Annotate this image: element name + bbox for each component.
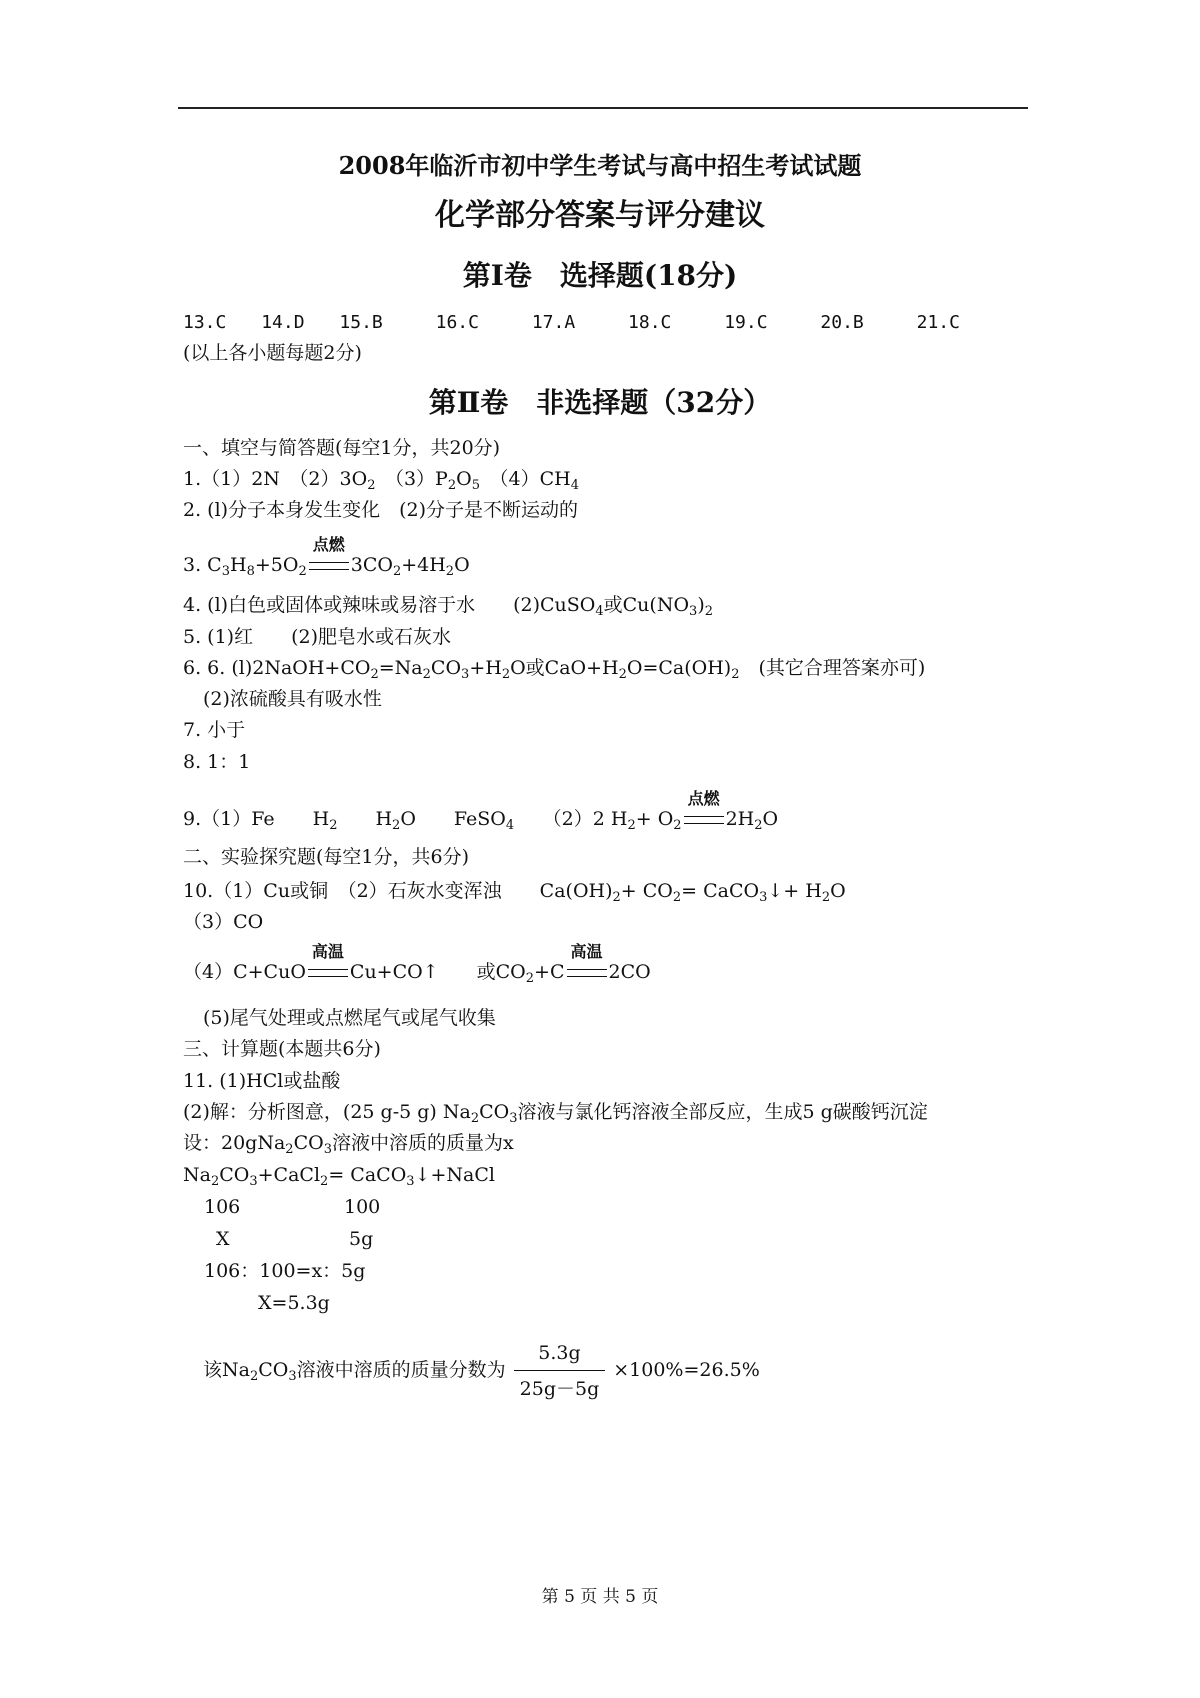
answer-q5: 5. (1)红 (2)肥皂水或石灰水: [183, 626, 451, 648]
reaction-condition: 高温: [567, 960, 607, 984]
part1-note: (以上各小题每题2分): [183, 342, 362, 364]
proportion: 106：100=x：5g: [204, 1260, 366, 1282]
molar-mass-a: 106: [204, 1196, 241, 1218]
answer-q10: 10.（1）Cu或铜 （2）石灰水变浑浊 $Ca(OH)_2+ CO_2=$ CaCO$_3$↓+ $H_2O$: [183, 880, 846, 905]
result-x: X=5.3g: [258, 1292, 330, 1314]
answer-q7: 7. 小于: [183, 719, 246, 741]
fraction: [514, 1338, 606, 1404]
answer-21: 21.C: [916, 312, 960, 333]
answer-row: [183, 311, 960, 335]
answer-q6-part2: (2)浓硫酸具有吸水性: [203, 688, 382, 710]
answer-18: 18.C: [628, 312, 672, 333]
answer-q11-setup: 设：$20gNa_2CO_3$溶液中溶质的质量为x: [183, 1132, 514, 1157]
answer-q11-part1: 11. (1)HCl或盐酸: [183, 1070, 341, 1092]
top-rule: [178, 107, 1028, 109]
answer-16: 16.C: [435, 312, 479, 333]
reaction-condition: 高温: [308, 960, 348, 984]
part1-heading: 第Ⅰ卷 选择题(18分): [462, 259, 738, 292]
document-title: 2008年临沂市初中学生考试与高中招生考试试题: [338, 151, 862, 180]
fraction-denominator: 25g－5g: [519, 1378, 600, 1400]
answer-17: 17.A: [531, 312, 576, 333]
page-footer: 第 5 页 共 5 页: [541, 1587, 659, 1607]
answer-q6: 6. 6. $(l)2NaOH+CO_2=Na_2CO_3+H_2O$或$CaO+H_2O=Ca(OH)_2$ (其它合理答案亦可): [183, 657, 926, 682]
molar-mass-b: 100: [344, 1196, 381, 1218]
section3-heading: 三、计算题(本题共6分): [183, 1038, 381, 1060]
part2-heading: 第Ⅱ卷 非选择题（32分）: [428, 386, 772, 419]
document-subtitle: 化学部分答案与评分建议: [435, 198, 765, 233]
answer-q10-part4: （4）C+CuO 高温 Cu+CO↑ 或$CO_2+C$ 高温 2CO: [183, 942, 651, 986]
answer-q9: 9.（1）Fe $H_2$ $H_2O$ FeSO$_4$ （2）2 $H_2+ O_2$ 点燃 $2H_2O$: [183, 789, 779, 833]
reaction-condition: 点燃: [309, 553, 349, 577]
answer-q4: 4. (l)白色或固体或辣味或易溶于水 (2)CuSO$_4$或$Cu(NO_3)_2$: [183, 594, 714, 619]
mass-5g: 5g: [349, 1228, 374, 1250]
section2-heading: 二、实验探究题(每空1分，共6分): [183, 846, 470, 868]
answer-q11-mass-fraction: 该$Na_2CO_3$溶液中溶质的质量分数为 $\frac{5.3g}{25g-5g}$ ×100%=26.5%: [203, 1338, 760, 1404]
answer-q1: 1.（1）2N $(2)3O_2$ $(3)P_2O_5$ $(4)CH_4$: [183, 468, 579, 493]
answer-19: 19.C: [724, 312, 768, 333]
answer-q10-part5: (5)尾气处理或点燃尾气或尾气收集: [203, 1007, 496, 1029]
answer-q3: 3. $C_3H_8+5O_2$ 点燃 $3CO_2+4H_2O$: [183, 535, 470, 579]
fraction-numerator: 5.3g: [514, 1338, 606, 1371]
answer-q2: 2. (l)分子本身发生变化 (2)分子是不断运动的: [183, 499, 578, 521]
unknown-x: X: [216, 1228, 230, 1250]
answer-q8: 8. 1：1: [183, 751, 251, 773]
answer-14: 14.D: [261, 312, 305, 333]
answer-15: 15.B: [339, 312, 383, 333]
answer-q11-part2: (2)解：分析图意，(25 g-5 g) $Na_2CO_3$溶液与氯化钙溶液全部反应，生成5 g碳酸钙沉淀: [183, 1101, 928, 1126]
answer-13: 13.C: [183, 312, 227, 333]
section1-heading: 一、填空与简答题(每空1分，共20分): [183, 437, 501, 459]
reaction-condition: 点燃: [684, 807, 724, 831]
answer-20: 20.B: [820, 312, 864, 333]
answer-q10-part3: （3）CO: [183, 911, 264, 933]
answer-q11-equation: $Na_2CO_3+CaCl_2=$ CaCO$_3$↓+NaCl: [183, 1164, 495, 1189]
